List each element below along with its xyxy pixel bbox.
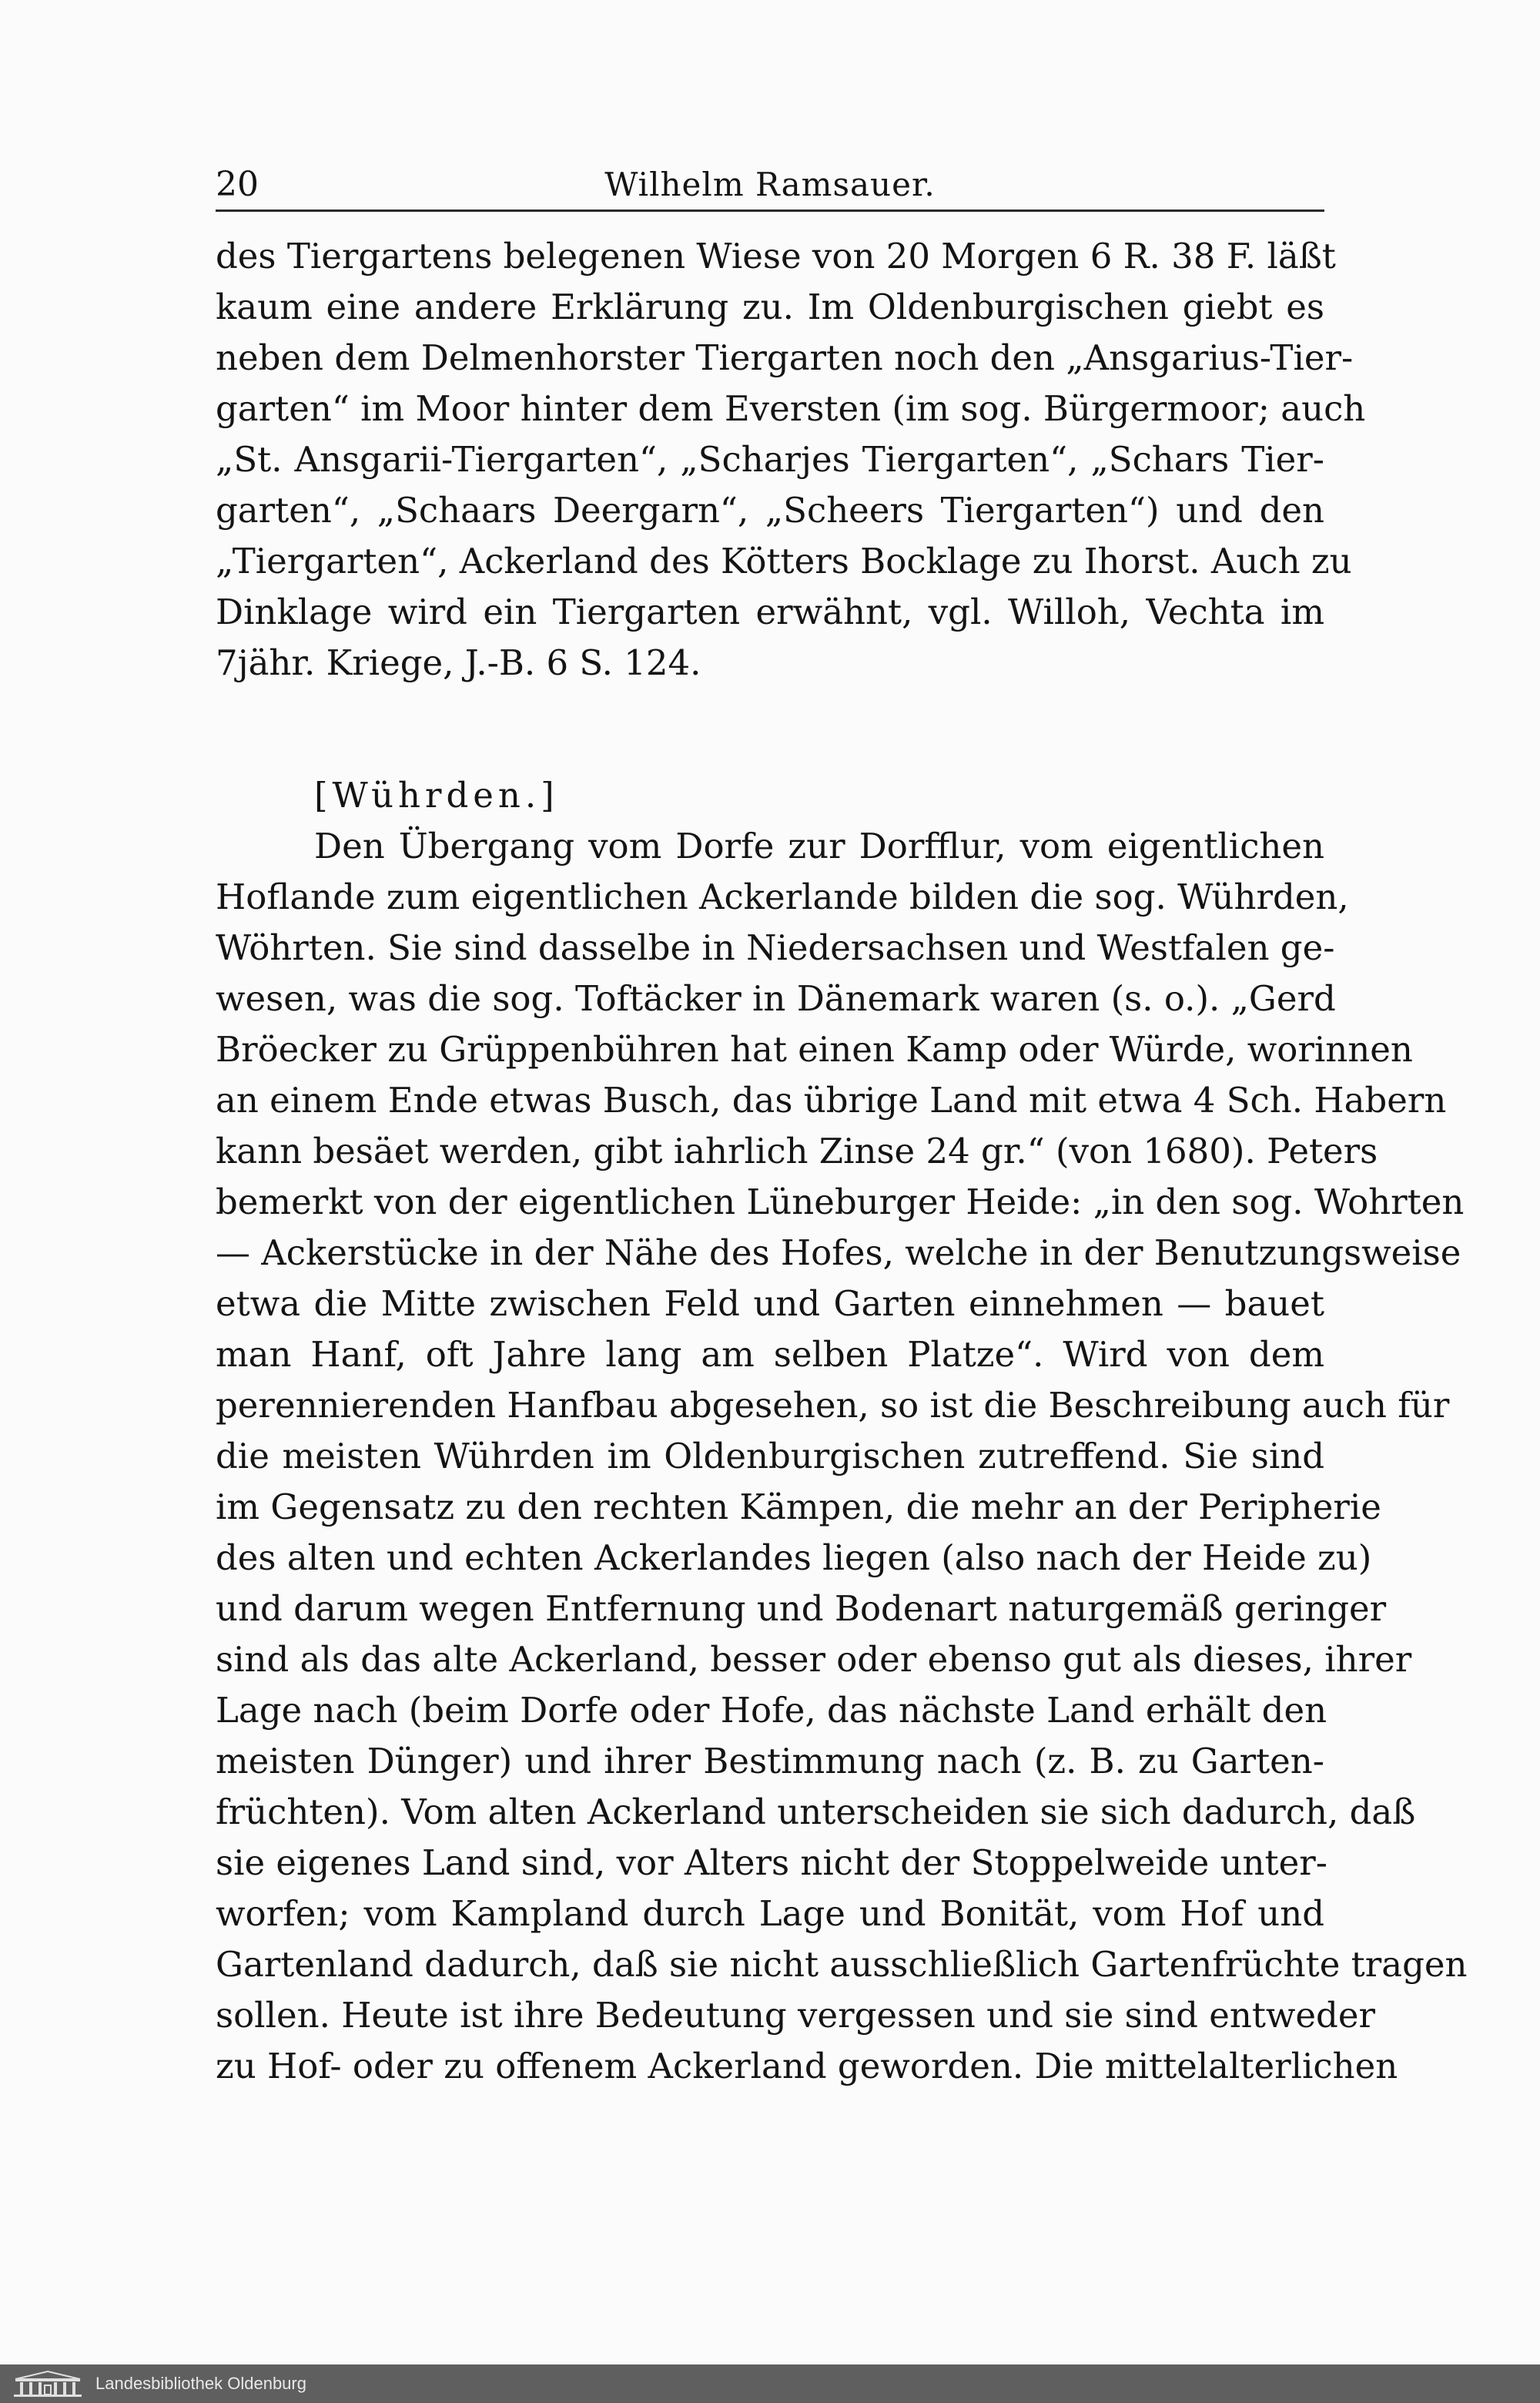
text-line: worfen; vom Kampland durch Lage und Bonität, vom Hof und [216, 1893, 1324, 1934]
text-line: und darum wegen Entfernung und Bodenart naturgemäß geringer [216, 1588, 1387, 1629]
footer-label: Landesbibliothek Oldenburg [95, 2374, 306, 2393]
text-line: Hoflande zum eigentlichen Ackerlande bilden die sog. Wührden, [216, 876, 1349, 917]
text-line: an einem Ende etwas Busch, das übrige Land mit etwa 4 Sch. Habern [216, 1080, 1447, 1121]
text-line: bemerkt von der eigentlichen Lüneburger Heide: „in den sog. Wohrten [216, 1181, 1465, 1222]
text-line: sie eigenes Land sind, vor Alters nicht der Stoppelweide unter- [216, 1842, 1327, 1883]
text-line: 7jähr. Kriege, J.-B. 6 S. 124. [216, 642, 701, 683]
text-line: garten“ im Moor hinter dem Eversten (im sog. Bürgermoor; auch [216, 388, 1366, 429]
text-line: kann besäet werden, gibt iahrlich Zinse 24 gr.“ (von 1680). Peters [216, 1131, 1378, 1171]
text-line: sind als das alte Ackerland, besser oder ebenso gut als dieses, ihrer [216, 1639, 1412, 1680]
text-line: etwa die Mitte zwischen Feld und Garten einnehmen — bauet [216, 1283, 1324, 1324]
text-line: zu Hof- oder zu offenem Ackerland geworden. Die mittelalterlichen [216, 2046, 1398, 2086]
page-number: 20 [216, 165, 259, 204]
text-line: sollen. Heute ist ihre Bedeutung vergessen und sie sind entweder [216, 1995, 1376, 2036]
text-line: meisten Dünger) und ihrer Bestimmung nach (z. B. zu Garten- [216, 1741, 1324, 1781]
text-line: die meisten Wührden im Oldenburgischen zutreffend. Sie sind [216, 1436, 1324, 1476]
text-line: im Gegensatz zu den rechten Kämpen, die mehr an der Peripherie [216, 1486, 1381, 1527]
section-heading: [Wührden.] [314, 775, 559, 816]
footer-bar [0, 2364, 1540, 2403]
text-line: kaum eine andere Erklärung zu. Im Oldenburgischen giebt es [216, 287, 1324, 327]
library-building-icon [11, 2370, 85, 2398]
text-line: Den Übergang vom Dorfe zur Dorfflur, vom eigentlichen [314, 826, 1324, 866]
text-line: früchten). Vom alten Ackerland unterscheiden sie sich dadurch, daß [216, 1791, 1416, 1832]
text-line: des alten und echten Ackerlandes liegen (also nach der Heide zu) [216, 1537, 1372, 1578]
paragraph-1 [216, 231, 1366, 689]
text-line: neben dem Delmenhorster Tiergarten noch den „Ansgarius-Tier- [216, 337, 1354, 378]
text-line: „St. Ansgarii-Tiergarten“, „Scharjes Tiergarten“, „Schars Tier- [216, 439, 1324, 480]
text-line: Gartenland dadurch, daß sie nicht ausschließlich Gartenfrüchte tragen [216, 1944, 1468, 1985]
text-line: garten“, „Schaars Deergarn“, „Scheers Tiergarten“) und den [216, 490, 1324, 531]
text-line: wesen, was die sog. Toftäcker in Dänemark waren (s. o.). „Gerd [216, 978, 1336, 1019]
section-wuehrden [216, 770, 1468, 2092]
text-line: Wöhrten. Sie sind dasselbe in Niedersachsen und Westfalen ge- [216, 927, 1335, 968]
running-head: Wilhelm Ramsauer. [604, 166, 936, 203]
text-line: „Tiergarten“, Ackerland des Kötters Bocklage zu Ihorst. Auch zu [216, 541, 1352, 581]
text-line: Dinklage wird ein Tiergarten erwähnt, vgl. Willoh, Vechta im [216, 592, 1324, 632]
text-line: — Ackerstücke in der Nähe des Hofes, welche in der Benutzungsweise [216, 1232, 1461, 1273]
text-line: perennierenden Hanfbau abgesehen, so ist die Beschreibung auch für [216, 1385, 1450, 1426]
text-line: Bröecker zu Grüppenbühren hat einen Kamp oder Würde, worinnen [216, 1029, 1413, 1070]
text-line: Lage nach (beim Dorfe oder Hofe, das nächste Land erhält den [216, 1690, 1327, 1731]
page-header [216, 163, 1324, 212]
text-line: des Tiergartens belegenen Wiese von 20 Morgen 6 R. 38 F. läßt [216, 236, 1336, 276]
text-line: man Hanf, oft Jahre lang am selben Platze“. Wird von dem [216, 1334, 1324, 1375]
